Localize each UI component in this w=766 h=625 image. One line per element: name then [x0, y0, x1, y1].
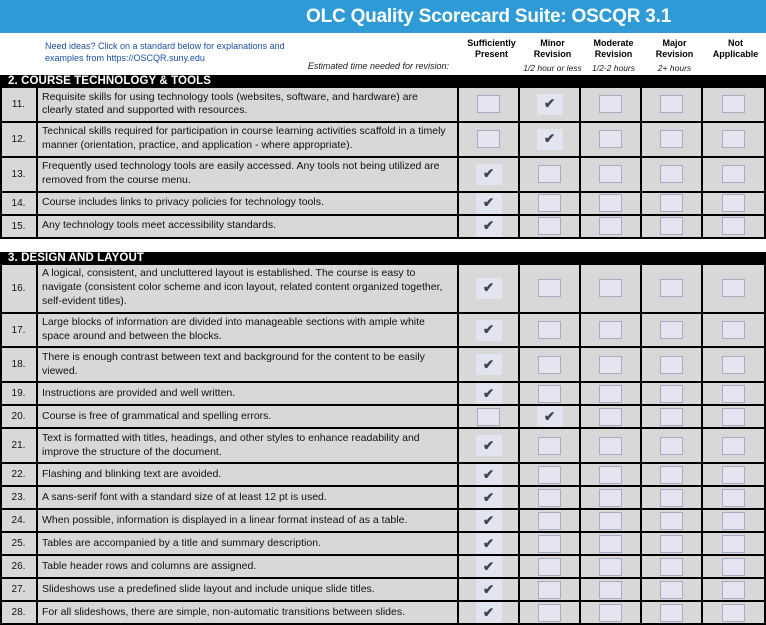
cell-major-revision: [642, 348, 703, 381]
checkbox-24-major-revision[interactable]: [660, 512, 683, 530]
standard-number: 28.: [2, 602, 38, 623]
column-header-not-applicable: [705, 33, 766, 75]
cell-major-revision: [642, 510, 703, 531]
checkbox-17-moderate-revision[interactable]: [599, 321, 622, 339]
checkbox-24-not-applicable[interactable]: [722, 512, 745, 530]
section-rows: [0, 88, 766, 239]
cell-sufficiently-present: [459, 533, 520, 554]
cell-sufficiently-present: [459, 348, 520, 381]
checkbox-27-moderate-revision[interactable]: [599, 581, 622, 599]
checkbox-12-moderate-revision[interactable]: [599, 130, 622, 148]
checkbox-16-major-revision[interactable]: [660, 279, 683, 297]
cell-minor-revision: [520, 193, 581, 214]
cell-moderate-revision: [581, 464, 642, 485]
cell-minor-revision: [520, 487, 581, 508]
checkbox-13-minor-revision[interactable]: [538, 165, 561, 183]
cell-minor-revision: [520, 510, 581, 531]
section: [0, 75, 766, 239]
cell-sufficiently-present: [459, 265, 520, 312]
table-row: [2, 383, 764, 406]
checkbox-28-moderate-revision[interactable]: [599, 604, 622, 622]
column-time-label: 1/2 hour or less: [523, 63, 582, 73]
table-row: [2, 487, 764, 510]
column-header-major-revision: [644, 33, 705, 75]
cell-major-revision: [642, 265, 703, 312]
cell-moderate-revision: [581, 348, 642, 381]
standard-number: 18.: [2, 348, 38, 381]
cell-minor-revision: [520, 464, 581, 485]
cell-minor-revision: [520, 533, 581, 554]
checkbox-21-sufficiently-present[interactable]: ✔: [476, 435, 502, 456]
checkbox-20-not-applicable[interactable]: [722, 408, 745, 426]
table-row: [2, 406, 764, 429]
page-title: OLC Quality Scorecard Suite: OSCQR 3.1: [306, 5, 672, 27]
cell-sufficiently-present: [459, 123, 520, 156]
checkbox-23-moderate-revision[interactable]: [599, 489, 622, 507]
cell-major-revision: [642, 88, 703, 121]
checkbox-28-major-revision[interactable]: [660, 604, 683, 622]
cell-major-revision: [642, 602, 703, 623]
checkbox-25-sufficiently-present[interactable]: ✔: [476, 533, 502, 554]
cell-minor-revision: [520, 123, 581, 156]
checkbox-13-not-applicable[interactable]: [722, 165, 745, 183]
checkbox-21-not-applicable[interactable]: [722, 437, 745, 455]
cell-sufficiently-present: [459, 602, 520, 623]
standard-text-link[interactable]: There is enough contrast between text and background for the content to be easily viewed.: [38, 348, 459, 381]
cell-major-revision: [642, 556, 703, 577]
table-row: [2, 314, 764, 349]
cell-not-applicable: [703, 406, 764, 427]
cell-not-applicable: [703, 314, 764, 347]
standard-number: 14.: [2, 193, 38, 214]
checkbox-14-minor-revision[interactable]: [538, 194, 561, 212]
checkbox-15-moderate-revision[interactable]: [599, 217, 622, 235]
cell-moderate-revision: [581, 216, 642, 237]
checkbox-12-major-revision[interactable]: [660, 130, 683, 148]
checkbox-20-moderate-revision[interactable]: [599, 408, 622, 426]
cell-sufficiently-present: [459, 216, 520, 237]
checkbox-27-sufficiently-present[interactable]: ✔: [476, 579, 502, 600]
checkbox-21-moderate-revision[interactable]: [599, 437, 622, 455]
cell-moderate-revision: [581, 158, 642, 191]
checkbox-15-major-revision[interactable]: [660, 217, 683, 235]
cell-sufficiently-present: [459, 487, 520, 508]
checkbox-22-moderate-revision[interactable]: [599, 466, 622, 484]
cell-moderate-revision: [581, 602, 642, 623]
cell-minor-revision: [520, 88, 581, 121]
cell-not-applicable: [703, 216, 764, 237]
checkbox-12-not-applicable[interactable]: [722, 130, 745, 148]
standard-text-link[interactable]: Any technology tools meet accessibility standards.: [38, 216, 459, 237]
cell-minor-revision: [520, 314, 581, 347]
section-heading: 2. COURSE TECHNOLOGY & TOOLS: [0, 75, 766, 88]
cell-sufficiently-present: [459, 193, 520, 214]
cell-not-applicable: [703, 533, 764, 554]
table-row: [2, 123, 764, 158]
column-header-label: Moderate Revision: [593, 38, 634, 59]
checkbox-24-sufficiently-present[interactable]: ✔: [476, 510, 502, 531]
checkbox-12-minor-revision[interactable]: ✔: [537, 129, 563, 150]
cell-moderate-revision: [581, 383, 642, 404]
checkbox-12-sufficiently-present[interactable]: [477, 130, 500, 148]
cell-moderate-revision: [581, 314, 642, 347]
table-row: [2, 533, 764, 556]
cell-sufficiently-present: [459, 579, 520, 600]
standard-text-link[interactable]: A sans-serif font with a standard size of at least 12 pt is used.: [38, 487, 459, 508]
checkbox-19-minor-revision[interactable]: [538, 385, 561, 403]
cell-not-applicable: [703, 429, 764, 462]
checkbox-13-major-revision[interactable]: [660, 165, 683, 183]
checkbox-14-not-applicable[interactable]: [722, 194, 745, 212]
checkbox-23-not-applicable[interactable]: [722, 489, 745, 507]
cell-moderate-revision: [581, 88, 642, 121]
standard-number: 25.: [2, 533, 38, 554]
standard-number: 16.: [2, 265, 38, 312]
cell-major-revision: [642, 158, 703, 191]
cell-minor-revision: [520, 556, 581, 577]
table-row: [2, 265, 764, 314]
standard-text-link[interactable]: Requisite skills for using technology tools (websites, software, and hardware) are clearly stated and supported with resources.: [38, 88, 459, 121]
checkbox-16-moderate-revision[interactable]: [599, 279, 622, 297]
checkbox-13-sufficiently-present[interactable]: ✔: [476, 164, 502, 185]
column-header-minor-revision: [522, 33, 583, 75]
cell-moderate-revision: [581, 579, 642, 600]
checkbox-17-major-revision[interactable]: [660, 321, 683, 339]
standard-text-link[interactable]: Frequently used technology tools are easily accessed. Any tools not being utilized are removed from the course menu.: [38, 158, 459, 191]
cell-moderate-revision: [581, 429, 642, 462]
checkbox-14-moderate-revision[interactable]: [599, 194, 622, 212]
checkbox-19-sufficiently-present[interactable]: ✔: [476, 383, 502, 404]
checkbox-15-minor-revision[interactable]: [538, 217, 561, 235]
app-header: [0, 0, 766, 33]
standard-number: 15.: [2, 216, 38, 237]
checkbox-27-minor-revision[interactable]: [538, 581, 561, 599]
table-row: [2, 510, 764, 533]
checkbox-15-not-applicable[interactable]: [722, 217, 745, 235]
column-header-label: Not Applicable: [712, 38, 759, 59]
column-header-label: Sufficiently Present: [467, 38, 516, 59]
column-time-label: 2+ hours: [657, 63, 692, 73]
checkbox-25-minor-revision[interactable]: [538, 535, 561, 553]
standard-text-link[interactable]: Technical skills required for participation in course learning activities scaffold in a timely manner (orientation, practice, and application - where appropriate).: [38, 123, 459, 156]
scorecard-sections: [0, 75, 766, 625]
section-rows: [0, 265, 766, 625]
standard-text-link[interactable]: Slideshows use a predefined slide layout and include unique slide titles.: [38, 579, 459, 600]
column-time-label: 1/2-2 hours: [592, 63, 635, 73]
cell-moderate-revision: [581, 533, 642, 554]
table-row: [2, 193, 764, 216]
cell-minor-revision: [520, 429, 581, 462]
checkbox-19-major-revision[interactable]: [660, 385, 683, 403]
checkbox-20-major-revision[interactable]: [660, 408, 683, 426]
checkbox-25-not-applicable[interactable]: [722, 535, 745, 553]
estimated-time-label: Estimated time needed for revision:: [307, 61, 449, 71]
standard-number: 11.: [2, 88, 38, 121]
checkbox-26-sufficiently-present[interactable]: ✔: [476, 556, 502, 577]
cell-major-revision: [642, 406, 703, 427]
cell-sufficiently-present: [459, 556, 520, 577]
checkbox-20-sufficiently-present[interactable]: [477, 408, 500, 426]
standard-text-link[interactable]: Course is free of grammatical and spelling errors.: [38, 406, 459, 427]
checkbox-16-sufficiently-present[interactable]: ✔: [476, 278, 502, 299]
checkbox-28-sufficiently-present[interactable]: ✔: [476, 602, 502, 623]
cell-minor-revision: [520, 348, 581, 381]
checkbox-21-major-revision[interactable]: [660, 437, 683, 455]
standard-number: 19.: [2, 383, 38, 404]
cell-major-revision: [642, 314, 703, 347]
checkbox-17-minor-revision[interactable]: [538, 321, 561, 339]
standard-number: 21.: [2, 429, 38, 462]
checkbox-20-minor-revision[interactable]: ✔: [537, 406, 563, 427]
cell-major-revision: [642, 533, 703, 554]
cell-minor-revision: [520, 265, 581, 312]
standard-number: 23.: [2, 487, 38, 508]
cell-sufficiently-present: [459, 314, 520, 347]
cell-sufficiently-present: [459, 88, 520, 121]
table-header-zone: [0, 33, 766, 75]
checkbox-14-major-revision[interactable]: [660, 194, 683, 212]
cell-not-applicable: [703, 487, 764, 508]
oscqr-help-link[interactable]: Need ideas? Click on a standard below for explanations and examples from https://OSCQR.suny.edu: [45, 41, 285, 64]
standard-text-link[interactable]: Large blocks of information are divided into manageable sections with ample white space around and between the blocks.: [38, 314, 459, 347]
checkbox-17-not-applicable[interactable]: [722, 321, 745, 339]
standard-text-link[interactable]: When possible, information is displayed in a linear format instead of as a table.: [38, 510, 459, 531]
standard-text-link[interactable]: A logical, consistent, and uncluttered layout is established. The course is easy to navigate (consistent color scheme and icon layout, related content organized together, self-evident titles).: [38, 265, 459, 312]
cell-major-revision: [642, 383, 703, 404]
section-heading: 3. DESIGN AND LAYOUT: [0, 252, 766, 265]
cell-minor-revision: [520, 406, 581, 427]
cell-sufficiently-present: [459, 406, 520, 427]
section-gap: [0, 239, 766, 252]
checkbox-19-not-applicable[interactable]: [722, 385, 745, 403]
table-row: [2, 579, 764, 602]
checkbox-11-moderate-revision[interactable]: [599, 95, 622, 113]
cell-major-revision: [642, 464, 703, 485]
checkbox-23-minor-revision[interactable]: [538, 489, 561, 507]
table-row: [2, 216, 764, 237]
cell-minor-revision: [520, 216, 581, 237]
cell-not-applicable: [703, 158, 764, 191]
cell-sufficiently-present: [459, 158, 520, 191]
standard-text-link[interactable]: Flashing and blinking text are avoided.: [38, 464, 459, 485]
checkbox-23-sufficiently-present[interactable]: ✔: [476, 487, 502, 508]
standard-number: 17.: [2, 314, 38, 347]
column-header-label: Minor Revision: [533, 38, 572, 59]
cell-major-revision: [642, 193, 703, 214]
table-row: [2, 348, 764, 383]
checkbox-11-major-revision[interactable]: [660, 95, 683, 113]
cell-major-revision: [642, 123, 703, 156]
cell-moderate-revision: [581, 556, 642, 577]
checkbox-23-major-revision[interactable]: [660, 489, 683, 507]
cell-sufficiently-present: [459, 429, 520, 462]
table-row: [2, 556, 764, 579]
checkbox-27-major-revision[interactable]: [660, 581, 683, 599]
cell-minor-revision: [520, 579, 581, 600]
section: [0, 252, 766, 625]
checkbox-21-minor-revision[interactable]: [538, 437, 561, 455]
cell-not-applicable: [703, 556, 764, 577]
standard-text-link[interactable]: Instructions are provided and well written.: [38, 383, 459, 404]
standard-number: 24.: [2, 510, 38, 531]
standard-text-link[interactable]: Text is formatted with titles, headings, and other styles to enhance readability and improve the structure of the document.: [38, 429, 459, 462]
standard-number: 22.: [2, 464, 38, 485]
standard-text-link[interactable]: Course includes links to privacy policies for technology tools.: [38, 193, 459, 214]
cell-not-applicable: [703, 602, 764, 623]
checkbox-26-not-applicable[interactable]: [722, 558, 745, 576]
checkbox-18-minor-revision[interactable]: [538, 356, 561, 374]
table-row: [2, 602, 764, 623]
checkbox-24-minor-revision[interactable]: [538, 512, 561, 530]
cell-not-applicable: [703, 383, 764, 404]
standard-text-link[interactable]: For all slideshows, there are simple, non-automatic transitions between slides.: [38, 602, 459, 623]
column-header-sufficiently-present: [461, 33, 522, 75]
cell-major-revision: [642, 579, 703, 600]
column-header-moderate-revision: [583, 33, 644, 75]
column-header-row: [38, 33, 766, 75]
standard-number: 12.: [2, 123, 38, 156]
cell-minor-revision: [520, 602, 581, 623]
cell-not-applicable: [703, 464, 764, 485]
standard-number: 27.: [2, 579, 38, 600]
checkbox-22-minor-revision[interactable]: [538, 466, 561, 484]
checkbox-11-sufficiently-present[interactable]: [477, 95, 500, 113]
cell-moderate-revision: [581, 510, 642, 531]
standard-text-link[interactable]: Table header rows and columns are assigned.: [38, 556, 459, 577]
checkbox-22-major-revision[interactable]: [660, 466, 683, 484]
checkbox-24-moderate-revision[interactable]: [599, 512, 622, 530]
checkbox-26-minor-revision[interactable]: [538, 558, 561, 576]
table-row: [2, 158, 764, 193]
checkbox-11-minor-revision[interactable]: ✔: [537, 94, 563, 115]
checkbox-11-not-applicable[interactable]: [722, 95, 745, 113]
cell-major-revision: [642, 429, 703, 462]
checkbox-14-sufficiently-present[interactable]: ✔: [476, 193, 502, 214]
checkbox-26-major-revision[interactable]: [660, 558, 683, 576]
cell-not-applicable: [703, 348, 764, 381]
estimated-time-cell: [38, 33, 461, 75]
cell-not-applicable: [703, 579, 764, 600]
cell-moderate-revision: [581, 406, 642, 427]
checkbox-22-sufficiently-present[interactable]: ✔: [476, 464, 502, 485]
checkbox-16-minor-revision[interactable]: [538, 279, 561, 297]
cell-moderate-revision: [581, 123, 642, 156]
checkbox-19-moderate-revision[interactable]: [599, 385, 622, 403]
cell-not-applicable: [703, 510, 764, 531]
cell-sufficiently-present: [459, 464, 520, 485]
cell-not-applicable: [703, 193, 764, 214]
checkbox-18-sufficiently-present[interactable]: ✔: [476, 354, 502, 375]
checkbox-28-not-applicable[interactable]: [722, 604, 745, 622]
checkbox-25-moderate-revision[interactable]: [599, 535, 622, 553]
table-row: [2, 464, 764, 487]
cell-minor-revision: [520, 383, 581, 404]
checkbox-28-minor-revision[interactable]: [538, 604, 561, 622]
cell-not-applicable: [703, 123, 764, 156]
standard-number: 20.: [2, 406, 38, 427]
checkbox-16-not-applicable[interactable]: [722, 279, 745, 297]
cell-moderate-revision: [581, 265, 642, 312]
standard-number: 26.: [2, 556, 38, 577]
cell-major-revision: [642, 487, 703, 508]
table-row: [2, 429, 764, 464]
cell-moderate-revision: [581, 193, 642, 214]
cell-sufficiently-present: [459, 510, 520, 531]
cell-minor-revision: [520, 158, 581, 191]
standard-text-link[interactable]: Tables are accompanied by a title and summary description.: [38, 533, 459, 554]
checkbox-18-not-applicable[interactable]: [722, 356, 745, 374]
checkbox-18-major-revision[interactable]: [660, 356, 683, 374]
cell-sufficiently-present: [459, 383, 520, 404]
checkbox-25-major-revision[interactable]: [660, 535, 683, 553]
checkbox-13-moderate-revision[interactable]: [599, 165, 622, 183]
table-row: [2, 88, 764, 123]
column-header-label: Major Revision: [655, 38, 694, 59]
checkbox-17-sufficiently-present[interactable]: ✔: [476, 320, 502, 341]
checkbox-18-moderate-revision[interactable]: [599, 356, 622, 374]
cell-not-applicable: [703, 88, 764, 121]
checkbox-26-moderate-revision[interactable]: [599, 558, 622, 576]
checkbox-15-sufficiently-present[interactable]: ✔: [476, 216, 502, 237]
cell-not-applicable: [703, 265, 764, 312]
checkbox-27-not-applicable[interactable]: [722, 581, 745, 599]
checkbox-22-not-applicable[interactable]: [722, 466, 745, 484]
standard-number: 13.: [2, 158, 38, 191]
cell-major-revision: [642, 216, 703, 237]
cell-moderate-revision: [581, 487, 642, 508]
